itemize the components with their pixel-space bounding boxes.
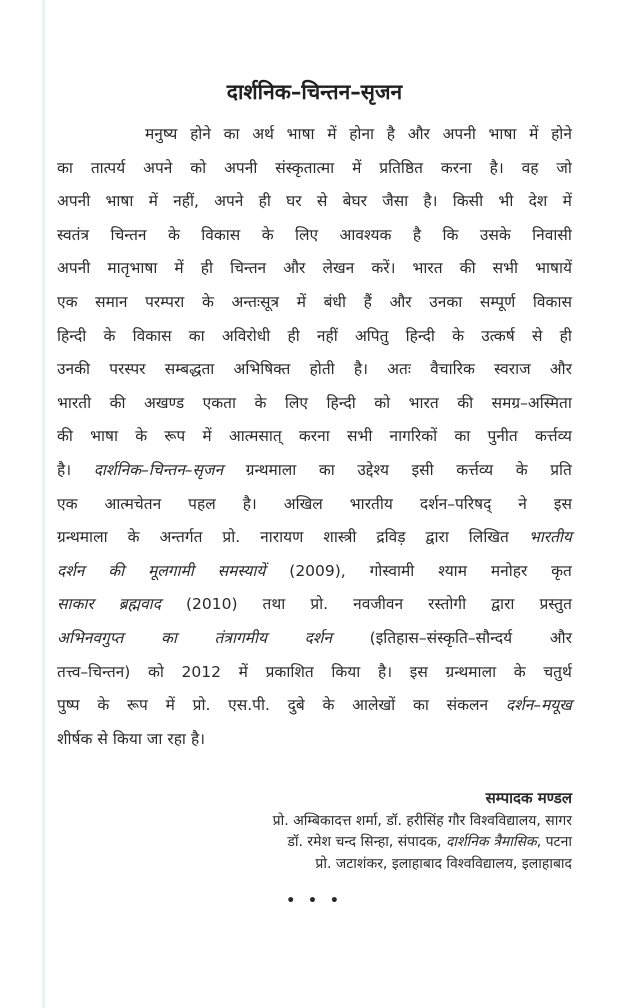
word: हिन्दी <box>57 326 87 345</box>
word: निवासी <box>532 225 572 244</box>
word: करना <box>298 427 330 446</box>
word: उसके <box>479 225 511 244</box>
word: नागरिकों <box>389 427 438 446</box>
word: में <box>296 292 306 311</box>
word: प्रकाशित <box>265 662 314 681</box>
italic-title-word: समस्यायें <box>217 561 266 580</box>
word: समान <box>95 292 128 311</box>
word: अपने <box>214 192 244 211</box>
word: द्रविड़ <box>376 528 406 547</box>
italic-title-word: साकार <box>57 595 94 614</box>
word: प्रो. <box>192 696 211 715</box>
word: में <box>352 158 362 177</box>
word: परस्पर <box>109 360 146 379</box>
word: चतुर्थ <box>543 662 572 681</box>
word: चिन्तन <box>110 225 147 244</box>
word: प्रो. <box>222 528 241 547</box>
word: है। <box>57 460 72 479</box>
word: होना <box>349 125 375 143</box>
word: हिन्दी <box>326 393 356 412</box>
text-line <box>273 832 572 854</box>
italic-title-word: दर्शन <box>304 628 332 647</box>
word: के <box>127 528 140 547</box>
word: है। <box>377 662 393 681</box>
word: की <box>459 259 476 278</box>
text-line <box>57 422 572 456</box>
text-line <box>57 725 572 759</box>
word: संकलन <box>446 696 489 715</box>
word: शीर्षक <box>57 729 93 748</box>
word: अभिषिक्त <box>233 360 291 379</box>
word: करें। <box>371 259 396 278</box>
intro-paragraph <box>57 120 572 758</box>
word: भी <box>498 192 514 211</box>
italic-title-word: मूलगामी <box>147 561 194 580</box>
word: अविरोधी <box>221 326 271 345</box>
word: अर्थ <box>252 125 274 143</box>
word: ही <box>287 326 300 345</box>
word: के <box>452 326 465 345</box>
word: उनकी <box>57 360 91 379</box>
word: समग्र–अस्मिता <box>491 393 572 412</box>
word: में <box>148 192 158 211</box>
editorial-board-heading: सम्पादक मण्डल <box>485 789 572 807</box>
word: का <box>223 125 240 143</box>
word: में <box>529 125 539 143</box>
word: बेघर <box>342 192 367 211</box>
text-line <box>273 854 572 876</box>
word: रस्तोगी <box>428 595 467 614</box>
word: कर्त्तव्य <box>456 460 494 479</box>
italic-title: दार्शनिक त्रैमासिक <box>445 834 537 850</box>
page-title: दार्शनिक–चिन्तन–सृजन <box>226 80 403 104</box>
text-line <box>57 590 572 624</box>
word: के <box>261 225 274 244</box>
word: स्वराज <box>494 360 531 379</box>
word: पुनीत <box>487 427 518 446</box>
word: वैचारिक <box>430 360 475 379</box>
word: के <box>513 662 526 681</box>
word: अखण्ड <box>144 393 185 412</box>
word: हैं <box>363 292 372 311</box>
word: इस <box>553 494 572 513</box>
word: एक <box>57 494 78 513</box>
word: दुबे <box>287 696 305 715</box>
italic-title-word: दार्शनिक–चिन्तन–सृजन <box>93 460 224 479</box>
word: आत्मसात् <box>228 427 282 446</box>
text-line <box>57 288 572 322</box>
word: तात्पर्य <box>90 158 126 177</box>
word: और <box>549 360 572 379</box>
word: लिए <box>284 393 308 412</box>
word: एस.पी. <box>228 696 270 715</box>
word: ही <box>258 192 271 211</box>
word: विकास <box>132 326 172 345</box>
word: से <box>97 729 108 748</box>
word: के <box>167 225 180 244</box>
word: सम्बद्धता <box>164 360 215 379</box>
word: जैसा <box>382 192 409 211</box>
word: और <box>549 628 572 647</box>
word: नारायण <box>260 528 304 547</box>
end-mark: • • • <box>286 893 343 909</box>
text-line <box>57 120 572 154</box>
word: अन्तर्गत <box>159 528 203 547</box>
word: पुष्प <box>57 696 80 715</box>
word: कृत <box>551 561 572 580</box>
italic-title-word: दर्शन <box>57 561 85 580</box>
word: रूप <box>127 696 148 715</box>
editorial-board <box>273 788 572 875</box>
word: ही <box>559 326 572 345</box>
word: रहा <box>167 729 186 748</box>
word: नवजीवन <box>353 595 404 614</box>
word: का <box>188 326 205 345</box>
word: कर्त्तव्य <box>534 427 572 446</box>
word: है। <box>423 192 438 211</box>
word: सभी <box>346 427 373 446</box>
word: परम्परा <box>145 292 185 311</box>
word: द्वारा <box>425 528 449 547</box>
word: प्रतिष्ठित <box>379 158 423 177</box>
word: को <box>190 158 207 177</box>
word: रूप <box>164 427 186 446</box>
word: का <box>412 696 429 715</box>
italic-title-word: दर्शन–मयूख <box>505 696 572 715</box>
word: ग्रन्थमाला <box>445 662 497 681</box>
word: किया <box>331 662 361 681</box>
word: आलेखों <box>352 696 396 715</box>
word: है। <box>190 729 206 748</box>
word: अपनी <box>57 192 91 211</box>
italic-title-word: का <box>160 628 177 647</box>
word: प्रस्तुत <box>539 595 572 614</box>
text-line <box>57 389 572 423</box>
text-line <box>57 154 572 188</box>
text-line <box>57 221 572 255</box>
word: भाषायें <box>535 259 572 278</box>
word: शास्त्री <box>323 528 357 547</box>
word: जो <box>556 158 572 177</box>
text-line <box>57 557 572 591</box>
word: इस <box>409 662 428 681</box>
text-segment: प्रो. जटाशंकर, इलाहाबाद विश्वविद्यालय, इलाहाबाद <box>315 855 572 872</box>
word: हिन्दी <box>405 326 435 345</box>
word: मनोहर <box>490 561 528 580</box>
word: लेखन <box>322 259 355 278</box>
word: अपितु <box>354 326 389 345</box>
word: इसी <box>411 460 434 479</box>
word: उद्देश्य <box>357 460 389 479</box>
word: और <box>283 259 306 278</box>
word: है। <box>489 158 504 177</box>
word: पहल <box>188 494 216 513</box>
word: की <box>109 393 126 412</box>
word: श्याम <box>438 561 467 580</box>
text-line <box>57 456 572 490</box>
word: मातृभाषा <box>107 259 158 278</box>
text-line <box>57 691 572 725</box>
word: नहीं <box>316 326 338 345</box>
word: में <box>238 662 248 681</box>
word: को <box>147 662 164 681</box>
word: होने <box>551 125 572 143</box>
word: की <box>457 393 474 412</box>
word: अखिल <box>283 494 323 513</box>
word: वह <box>521 158 539 177</box>
word: 2012 <box>181 662 221 681</box>
word: के <box>103 326 116 345</box>
word: की <box>57 427 73 446</box>
word: बंधी <box>323 292 346 311</box>
word: प्रो. <box>310 595 329 614</box>
word: ने <box>518 494 527 513</box>
word: जा <box>146 729 163 748</box>
word: अपने <box>143 158 173 177</box>
text-line <box>57 490 572 524</box>
word: मनुष्य <box>145 125 178 143</box>
word: भाषा <box>286 125 315 143</box>
text-line <box>57 658 572 692</box>
word: लिए <box>295 225 319 244</box>
word: स्वतंत्र <box>57 225 90 244</box>
word: तथा <box>262 595 286 614</box>
word: के <box>97 696 110 715</box>
word: है। <box>242 494 257 513</box>
word: में <box>174 259 184 278</box>
word: विकास <box>201 225 241 244</box>
word: में <box>165 696 175 715</box>
word: को <box>374 393 391 412</box>
word: किसी <box>452 192 484 211</box>
word: भाषा <box>90 427 119 446</box>
word: गोस्वामी <box>369 561 415 580</box>
word: (इतिहास–संस्कृति–सौन्दर्य <box>369 628 513 647</box>
word: देश <box>528 192 548 211</box>
word: विकास <box>532 292 572 311</box>
word: में <box>202 427 212 446</box>
word: से <box>531 326 543 345</box>
word: का <box>318 460 335 479</box>
text-line <box>57 254 572 288</box>
word: के <box>322 696 335 715</box>
text-segment: , पटना <box>536 834 572 850</box>
word: के <box>254 393 267 412</box>
word: करना <box>440 158 472 177</box>
word: अपनी <box>224 158 258 177</box>
word: (2009), <box>289 561 346 580</box>
scan-edge <box>42 0 45 1008</box>
word: में <box>327 125 337 143</box>
word: और <box>407 125 430 143</box>
word: ही <box>200 259 213 278</box>
text-line <box>57 624 572 658</box>
word: कि <box>442 225 459 244</box>
word: चिन्तन <box>230 259 267 278</box>
word: में <box>562 192 572 211</box>
word: ग्रन्थमाला <box>245 460 297 479</box>
word: घर <box>286 192 302 211</box>
word: ग्रन्थमाला <box>57 528 108 547</box>
word: किया <box>112 729 142 748</box>
word: आवश्यक <box>339 225 392 244</box>
italic-title-word: ब्रह्मवाद <box>118 595 161 614</box>
word: का <box>454 427 471 446</box>
word: अन्तःसूत्र <box>231 292 280 311</box>
word: भारत <box>412 259 443 278</box>
word: है <box>412 225 422 244</box>
word: भाषा <box>105 192 134 211</box>
word: अपनी <box>57 259 91 278</box>
text-line <box>57 187 572 221</box>
word: सभी <box>492 259 519 278</box>
word: भारत <box>408 393 439 412</box>
word: भारतीय <box>349 494 393 513</box>
text-line <box>57 523 572 557</box>
word: संस्कृतात्मा <box>275 158 335 177</box>
word: का <box>57 158 73 177</box>
word: अपनी <box>442 125 476 143</box>
word: के <box>201 292 214 311</box>
word: के <box>135 427 148 446</box>
text-segment: डॉ. रमेश चन्द सिन्हा, संपादक, <box>287 834 446 850</box>
italic-title-word: तंत्रागमीय <box>214 628 267 647</box>
word: एक <box>57 292 78 311</box>
word: से <box>316 192 328 211</box>
word: (2010) <box>185 595 238 614</box>
word: तत्त्व–चिन्तन) <box>57 662 131 681</box>
word: है <box>386 125 395 143</box>
word: आत्मचेतन <box>104 494 162 513</box>
word: उत्कर्ष <box>481 326 515 345</box>
word: भाषा <box>488 125 517 143</box>
word: एकता <box>202 393 236 412</box>
word: के <box>515 460 528 479</box>
text-line <box>57 355 572 389</box>
word: अतः <box>387 360 411 379</box>
text-line <box>57 322 572 356</box>
italic-title-word: अभिनवगुप्त <box>57 628 124 647</box>
italic-title-word: की <box>108 561 125 580</box>
word: द्वारा <box>491 595 515 614</box>
word: भारती <box>57 393 92 412</box>
word: है। <box>353 360 368 379</box>
word: होने <box>190 125 211 143</box>
word: और <box>389 292 412 311</box>
word: सम्पूर्ण <box>479 292 516 311</box>
italic-title-word: भारतीय <box>528 528 572 547</box>
word: उनका <box>429 292 463 311</box>
word: प्रति <box>550 460 572 479</box>
word: नहीं, <box>173 192 199 211</box>
text-segment: प्रो. अम्बिकादत्त शर्मा, डॉ. हरीसिंह गौर विश्वविद्यालय, सागर <box>272 812 572 829</box>
word: होती <box>309 360 335 379</box>
text-line <box>273 811 572 833</box>
word: दर्शन–परिषद् <box>419 494 492 513</box>
word: लिखित <box>468 528 509 547</box>
